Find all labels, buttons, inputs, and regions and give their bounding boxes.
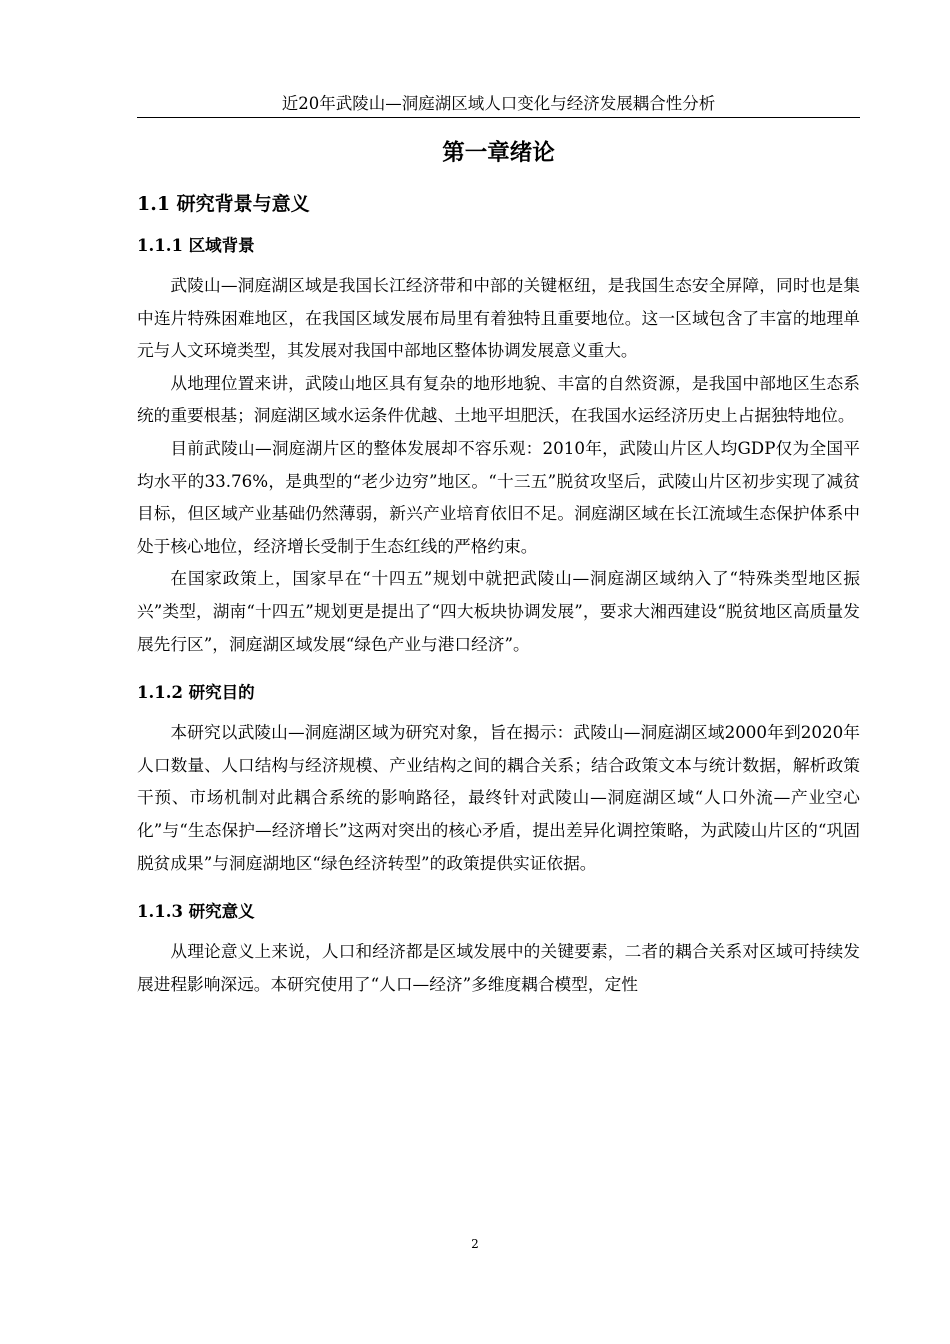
paragraph: 在国家政策上，国家早在“十四五”规划中就把武陵山—洞庭湖区域纳入了“特殊类型地区振兴”类型，湖南“十四五”规划更是提出了“四大板块协调发展”，要求大湘西建设“脱贫地区高质量发展先行区”，洞庭湖区域发展“绿色产业与港口经济”。 — [137, 568, 860, 654]
paragraph: 从地理位置来讲，武陵山地区具有复杂的地形地貌、丰富的自然资源，是我国中部地区生态系统的重要根基；洞庭湖区域水运条件优越、土地平坦肥沃，在我国水运经济历史上占据独特地位。 — [137, 372, 860, 426]
subsection-heading-1-1-2: 1.1.2 研究目的 — [137, 683, 255, 703]
page-body — [137, 135, 860, 1000]
paragraph: 武陵山—洞庭湖区域是我国长江经济带和中部的关键枢纽，是我国生态安全屏障，同时也是集中连片特殊困难地区，在我国区域发展布局里有着独特且重要地位。这一区域包含了丰富的地理单元与人文环境类型，其发展对我国中部地区整体协调发展意义重大。 — [137, 275, 860, 361]
paragraph: 从理论意义上来说，人口和经济都是区域发展中的关键要素，二者的耦合关系对区域可持续发展进程影响深远。本研究使用了“人口—经济”多维度耦合模型，定性 — [137, 941, 860, 994]
section-heading-1-1: 1.1 研究背景与意义 — [137, 193, 310, 215]
chapter-title: 第一章绪论 — [442, 140, 555, 166]
page-number: 2 — [471, 1237, 479, 1251]
header-rule — [137, 117, 860, 118]
paragraph: 目前武陵山—洞庭湖片区的整体发展却不容乐观：2010年，武陵山片区人均GDP仅为全国平均水平的33.76%，是典型的“老少边穷”地区。“十三五”脱贫攻坚后，武陵山片区初步实现了减贫目标，但区域产业基础仍然薄弱，新兴产业培育依旧不足。洞庭湖区域在长江流域生态保护体系中处于核心地位，经济增长受制于生态红线的严格约束。 — [137, 437, 860, 556]
subsection-heading-1-1-1: 1.1.1 区域背景 — [137, 236, 255, 255]
subsection-heading-1-1-3: 1.1.3 研究意义 — [137, 902, 255, 922]
paragraph: 本研究以武陵山—洞庭湖区域为研究对象，旨在揭示：武陵山—洞庭湖区域2000年到2020年人口数量、人口结构与经济规模、产业结构之间的耦合关系；结合政策文本与统计数据，解析政策干预、市场机制对此耦合系统的影响路径，最终针对武陵山—洞庭湖区域“人口外流—产业空心化”与“生态保护—经济增长”这两对突出的核心矛盾，提出差异化调控策略，为武陵山片区的“巩固脱贫成果”与洞庭湖地区“绿色经济转型”的政策提供实证依据。 — [137, 722, 860, 873]
running-header: 近20年武陵山—洞庭湖区域人口变化与经济发展耦合性分析 — [281, 94, 716, 113]
